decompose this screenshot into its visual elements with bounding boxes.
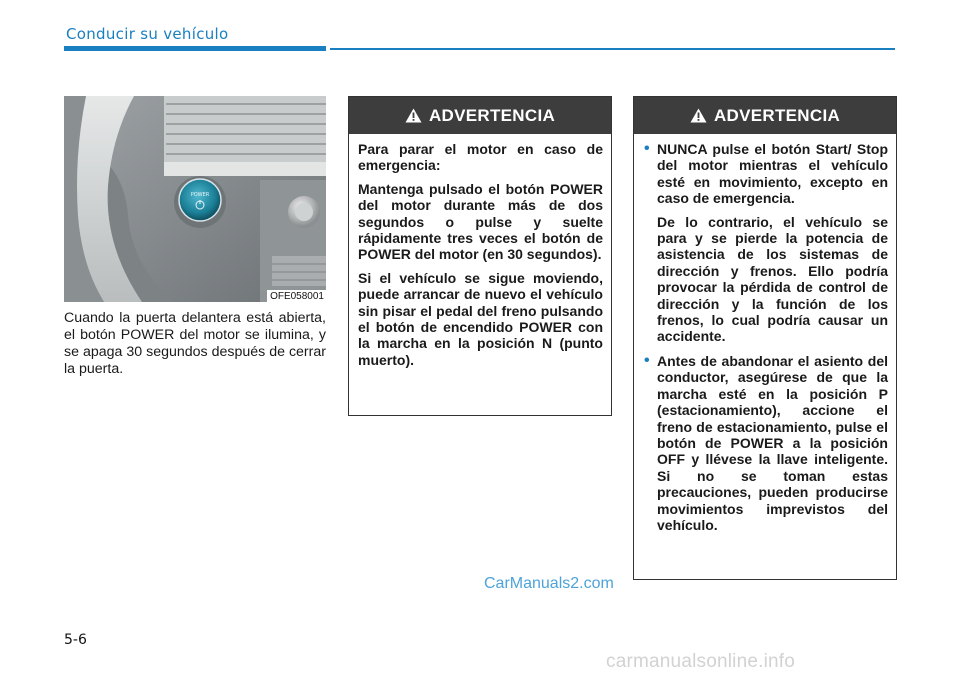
warning1-paragraph: Si el vehículo se sigue moviendo, puede arrancar de nuevo el vehículo sin pisar el pedal del freno pulsando el botón de encendido POWER con la marcha en la posición N (punto muerto). (358, 269, 603, 368)
warning-header-2 (634, 97, 896, 134)
power-button-label: POWER (190, 192, 210, 198)
warning-body-2 (634, 134, 896, 549)
warning-title-2: ADVERTENCIA (713, 105, 841, 125)
page-number: 5-6 (64, 632, 87, 648)
warning2-bullet-text: NUNCA pulse el botón Start/ Stop del motor mientras el vehículo esté en movimiento, excepto en caso de emergencia. (657, 141, 888, 207)
warning-header-1 (349, 97, 611, 134)
power-button-photo (64, 96, 326, 302)
bullet-dot-icon: • (644, 351, 650, 369)
warning1-paragraph: Para parar el motor en caso de emergencia: (358, 141, 603, 174)
warning-box-2 (633, 96, 897, 580)
header-rule-thick (64, 46, 326, 51)
footer-watermark: carmanualsonline.info (606, 651, 796, 672)
warning-triangle-icon (690, 108, 707, 123)
body-paragraph: Cuando la puerta delantera está abierta, el botón POWER del motor se ilumina, y se apaga 30 segundos después de cerrar la puerta. (64, 310, 326, 377)
section-title: Conducir su vehículo (66, 25, 229, 43)
header-rule-thin (330, 48, 895, 50)
figure-code: OFE058001 (267, 290, 326, 302)
warning2-bullet (643, 141, 888, 345)
bullet-dot-icon: • (644, 140, 650, 157)
warning-title-1: ADVERTENCIA (428, 105, 556, 125)
warning2-bullet-subtext: De lo contrario, el vehículo se para y se pierde la potencia de asistencia de los sistemas de dirección y frenos. Ello podría provocar la pérdida de control de dirección y la función de los frenos, lo cual podría causar un accidente. (657, 213, 888, 345)
dashboard-illustration (64, 96, 326, 302)
warning-box-1 (348, 96, 612, 416)
warning1-paragraph: Mantenga pulsado el botón POWER del motor durante más de dos segundos o pulse y suelte rápidamente tres veces el botón de POWER del motor (en 30 segundos). (358, 180, 603, 263)
watermark-link: CarManuals2.com (484, 575, 614, 592)
warning-body-1 (349, 134, 611, 376)
warning2-bullet (643, 353, 888, 533)
warning-triangle-icon (405, 108, 422, 123)
warning2-bullet-text: Antes de abandonar el asiento del conductor, asegúrese de que la marcha esté en la posición P (estacionamiento), accione el freno de estacionamiento, pulse el botón de POWER a la posición OFF y llévese la llave inteligente. Si no se toman estas precauciones, pueden producirse movimientos imprevistos del vehículo. (657, 352, 888, 533)
